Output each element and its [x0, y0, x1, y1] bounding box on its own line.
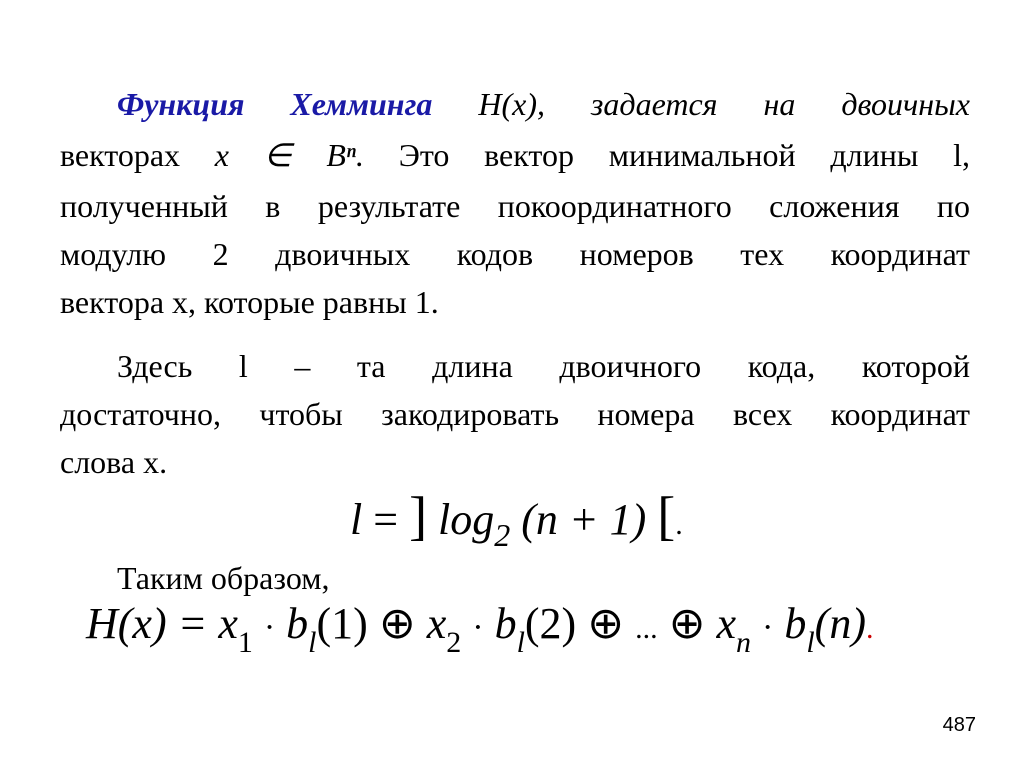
formula1-open-bracket: ] — [409, 486, 428, 546]
formula2-argn: (n) — [814, 599, 866, 648]
formula2-bn: b — [784, 599, 807, 648]
conclusion-text: Таким образом, — [117, 560, 330, 596]
formula2-xn-sub: n — [736, 626, 751, 659]
formula2-period: . — [865, 612, 874, 645]
formula2-lhs: H(x) = — [86, 599, 208, 648]
formula2-x1: x — [218, 599, 238, 648]
explanation-paragraph — [60, 342, 970, 486]
formula1-log-base: 2 — [494, 517, 511, 553]
formula2-oplus-3: ⊕ — [668, 599, 706, 648]
formula2-dot-3: · — [762, 609, 774, 646]
formula2-x1-sub: 1 — [237, 626, 253, 659]
length-formula — [350, 485, 683, 553]
formula1-period: . — [675, 508, 683, 541]
formula2-oplus-1: ⊕ — [378, 599, 416, 648]
formula2-dot-1: · — [263, 609, 276, 646]
hamming-formula — [86, 598, 874, 659]
formula2-b1: b — [286, 599, 309, 648]
formula2-x2: x — [426, 599, 447, 648]
term-title: Функция Хемминга — [117, 86, 433, 122]
set-membership-math: x ∈ Bⁿ. — [214, 137, 364, 173]
formula2-arg1: (1) — [316, 599, 368, 648]
formula2-ellipsis: ... — [635, 612, 658, 645]
explanation-line-3: слова x. — [60, 444, 168, 480]
definition-line-5: вектора x, которые равны 1. — [60, 284, 439, 320]
formula2-arg2: (2) — [524, 599, 577, 648]
explanation-line-1: Здесь l – та длина двоичного кода, которой — [117, 348, 970, 384]
definition-line-1-rest: H(x), задается на двоичных — [478, 86, 971, 122]
formula1-close-bracket: [ — [657, 486, 676, 546]
formula1-log: log — [438, 495, 495, 544]
formula2-b1-sub: l — [308, 626, 317, 659]
formula2-bn-sub: l — [806, 626, 815, 659]
formula2-xn: x — [716, 599, 736, 648]
definition-line-4: модулю 2 двоичных кодов номеров тех координат — [60, 236, 970, 272]
definition-line-3: полученный в результате покоординатного сложения по — [60, 188, 970, 224]
explanation-line-2: достаточно, чтобы закодировать номера всех координат — [60, 396, 970, 432]
formula2-oplus-2: ⊕ — [587, 599, 625, 648]
formula1-argument: (n + 1) — [521, 495, 647, 544]
formula2-b2-sub: l — [516, 626, 525, 659]
definition-line-2 — [60, 128, 970, 182]
definition-line-2-pre: векторах — [60, 137, 181, 173]
definition-line-1 — [60, 80, 970, 128]
formula2-x2-sub: 2 — [446, 626, 462, 659]
formula2-dot-2: · — [472, 609, 484, 646]
formula1-lhs: l — [350, 495, 363, 544]
conclusion-paragraph — [60, 554, 970, 602]
definition-paragraph — [60, 80, 970, 326]
formula1-eq: = — [373, 495, 399, 544]
definition-line-2-post: Это вектор минимальной длины l, — [398, 137, 971, 173]
page-number: 487 — [942, 714, 976, 736]
formula2-b2: b — [494, 599, 517, 648]
